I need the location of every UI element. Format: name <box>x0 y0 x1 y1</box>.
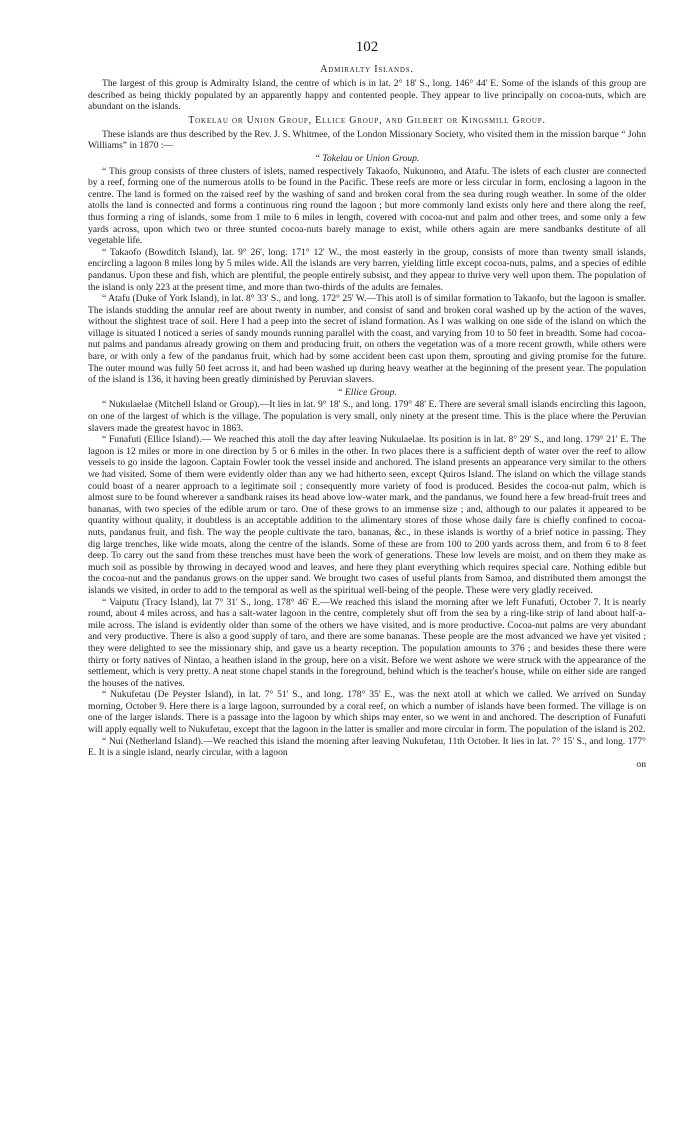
paragraph-intro: These islands are thus described by the Rev. J. S. Whitmee, of the London Missionary Society, who visited them in the mission barque “ John Williams” in 1870 :— <box>88 128 646 152</box>
section-heading-tokelau-ellice-gilbert: Tokelau or Union Group, Ellice Group, and Gilbert or Kingsmill Group. <box>188 114 546 126</box>
subheading-tokelau: “ Tokelau or Union Group. <box>314 152 420 164</box>
paragraph-nukufetau: “ Nukufetau (De Peyster Island), in lat. 7° 51' S., and long. 178° 35' E., was the next atoll at which we called. We arrived on Sunday morning, October 9. Here there is a large lagoon, surrounded by a coral reef, on which a number of islands have been formed. The village is on one of the larger islands. There is a passage into the lagoon by which ships may enter, so we went in and anchored. The description of Funafuti will apply equally well to Nukufetau, except that the lagoon in the latter is smaller and more circular in form. The population of the island is 202. <box>88 689 646 736</box>
paragraph-funafuti: “ Funafuti (Ellice Island).— We reached this atoll the day after leaving Nukulaelae. Its position is in lat. 8° 29' S., and long. 179° 21' E. The lagoon is 12 miles or more in one direction by 5 or 6 miles in the other. In two places there is a sufficient depth of water over the reef to allow vessels to go inside the lagoon. Captain Fowler took the vessel inside and anchored. The island presents an appearance very similar to the others we had visited. Some of them were evidently older than any we had hitherto seen, except Quiros Island. The island on which the village stands could boast of a nearer approach to a legitimate soil ; consequently more variety of food is produced. Besides the cocoa-nut palm, which is almost sure to be found wherever a sandbank raises its head above low-water mark, and the pandanus, we found here a few bread-fruit trees and bananas, with two species of the edible arum or taro. One of these grows to an immense size ; and, although to our palates it appeared to be quantity without quality, it doubtless is an acceptable addition to the alimentary stores of those whose daily fare is chiefly confined to cocoa-nuts, pandanus fruit, and fish. The way the people cultivate the taro, bananas, &c., in these islands is worthy of a brief notice in passing. They dig large trenches, like wide moats, along the centre of the islands. Some of these are from 100 to 200 yards across them, and from 6 to 8 feet deep. To carry out the sand from these trenches must have been the work of generations. These low levels are moist, and on them they make as much soil as possible by throwing in decayed wood and leaves, and here they plant everything which requires special care. Nothing edible but the cocoa-nut and the pandanus grows on the upper sand. We brought two cases of useful plants from Samoa, and distributed them amongst the islands we visited, in order to add to the temporal as well as the spiritual well-being of the people. These were very gladly received. <box>88 434 646 596</box>
paragraph-takaofo: “ Takaofo (Bowditch Island), lat. 9° 26', long. 171° 12' W., the most easterly in the group, consists of more than twenty small islands, encircling a lagoon 8 miles long by 5 miles wide. All the islands are very barren, yielding little except cocoa-nuts, palms, and a species of edible pandanus. Upon these and fish, which are plentiful, the people entirely subsist, and they appear to thrive very well upon them. The population of the island is only 223 at the present time, and more than two-thirds of the adults are females. <box>88 246 646 293</box>
section-heading-admiralty: Admiralty Islands. <box>320 64 414 75</box>
paragraph-atafu: “ Atafu (Duke of York Island), in lat. 8° 33' S., and long. 172° 25' W.—This atoll is of similar formation to Takaofo, but the lagoon is smaller. The islands studding the annular reef are about twenty in number, and consist of sand and broken coral washed up by the action of the waves, without the slightest trace of soil. Here I had a peep into the secret of island formation. As I was walking on one side of the island on which the village is situated I noticed a series of sandy mounds running parallel with the coast, and varying from 10 to 50 feet in breadth. Some had cocoa-nut palms and pandanus already growing on them and producing fruit, on others the vegetation was of a more recent growth, while others were bare, or with only a few of the pandanus fruit, which had by some accident been cast upon them, sprouting and giving promise for the future. The outer mound was fully 50 feet across it, and had been washed up during heavy weather at the beginning of the present year. The population of the island is 136, it having been greatly diminished by Peruvian slavers. <box>88 293 646 386</box>
paragraph-tokelau-overview: “ This group consists of three clusters of islets, named respectively Takaofo, Nukunono, and Atafu. The islets of each cluster are connected by a reef, forming one of the numerous atolls to be found in the Pacific. These reefs are more or less circular in form, enclosing a lagoon in the centre. The land is formed on the raised reef by the washing of sand and broken coral from the sea during rough weather. In some of the older atolls the land is connected and forms a continuous ring round the lagoon ; but more commonly land exists only here and there along the reef, thus forming a ring of islands, some from 1 mile to 6 miles in length, covered with cocoa-nut and palm and other trees, and some only a few yards across, upon which two or three stunted cocoa-nuts barely manage to exist, while others again are mere sandbanks destitute of all vegetable life. <box>88 165 646 247</box>
page-number: 102 <box>355 39 379 55</box>
subheading-ellice: “ Ellice Group. <box>337 386 397 398</box>
paragraph-nui: “ Nui (Netherland Island).—We reached this island the morning after leaving Nukufetau, 11th October. It lies in lat. 7° 15' S., and long. 177° E. It is a single island, nearly circular, with a lagoon <box>88 735 646 759</box>
continuation-word: on <box>636 758 646 770</box>
paragraph-vaiputu: “ Vaiputu (Tracy Island), lat 7° 31' S., long. 178° 46' E.—We reached this island the morning after we left Funafuti, October 7. It is nearly round, about 4 miles across, and has a salt-water lagoon in the centre, completely shut off from the sea by a ring-like strip of land about half-a-mile across. The island is evidently older than some of the others we have visited, and is more productive. Cocoa-nut palms are very abundant and very productive. There is also a good supply of taro, and there are some bananas. These people are the most advanced we have yet visited ; they were delighted to see the missionary ship, and gave us a hearty reception. The population amounts to 376 ; and besides these there were thirty or forty natives of Nintao, a heathen island in the group, here on a visit. Before we went ashore we were struck with the appearance of the settlement, which is very pretty. A neat stone chapel stands in the foreground, behind which is the teacher's house, while on either side are ranged the houses of the natives. <box>88 596 646 689</box>
paragraph-admiralty: The largest of this group is Admiralty Island, the centre of which is in lat. 2° 18' S., long. 146° 44' E. Some of the islands of this group are described as being thickly populated by an apparently happy and contented people. They appear to live principally on cocoa-nuts, which are abundant on the islands. <box>88 78 646 113</box>
paragraph-nukulaelae: “ Nukulaelae (Mitchell Island or Group).—It lies in lat. 9° 18' S., and long. 179° 48' E. There are several small islands encircling this lagoon, on one of the largest of which is the village. The population is very small, only ninety at the present time. This is the place where the Peruvian slavers made the greatest havoc in 1863. <box>88 399 646 434</box>
